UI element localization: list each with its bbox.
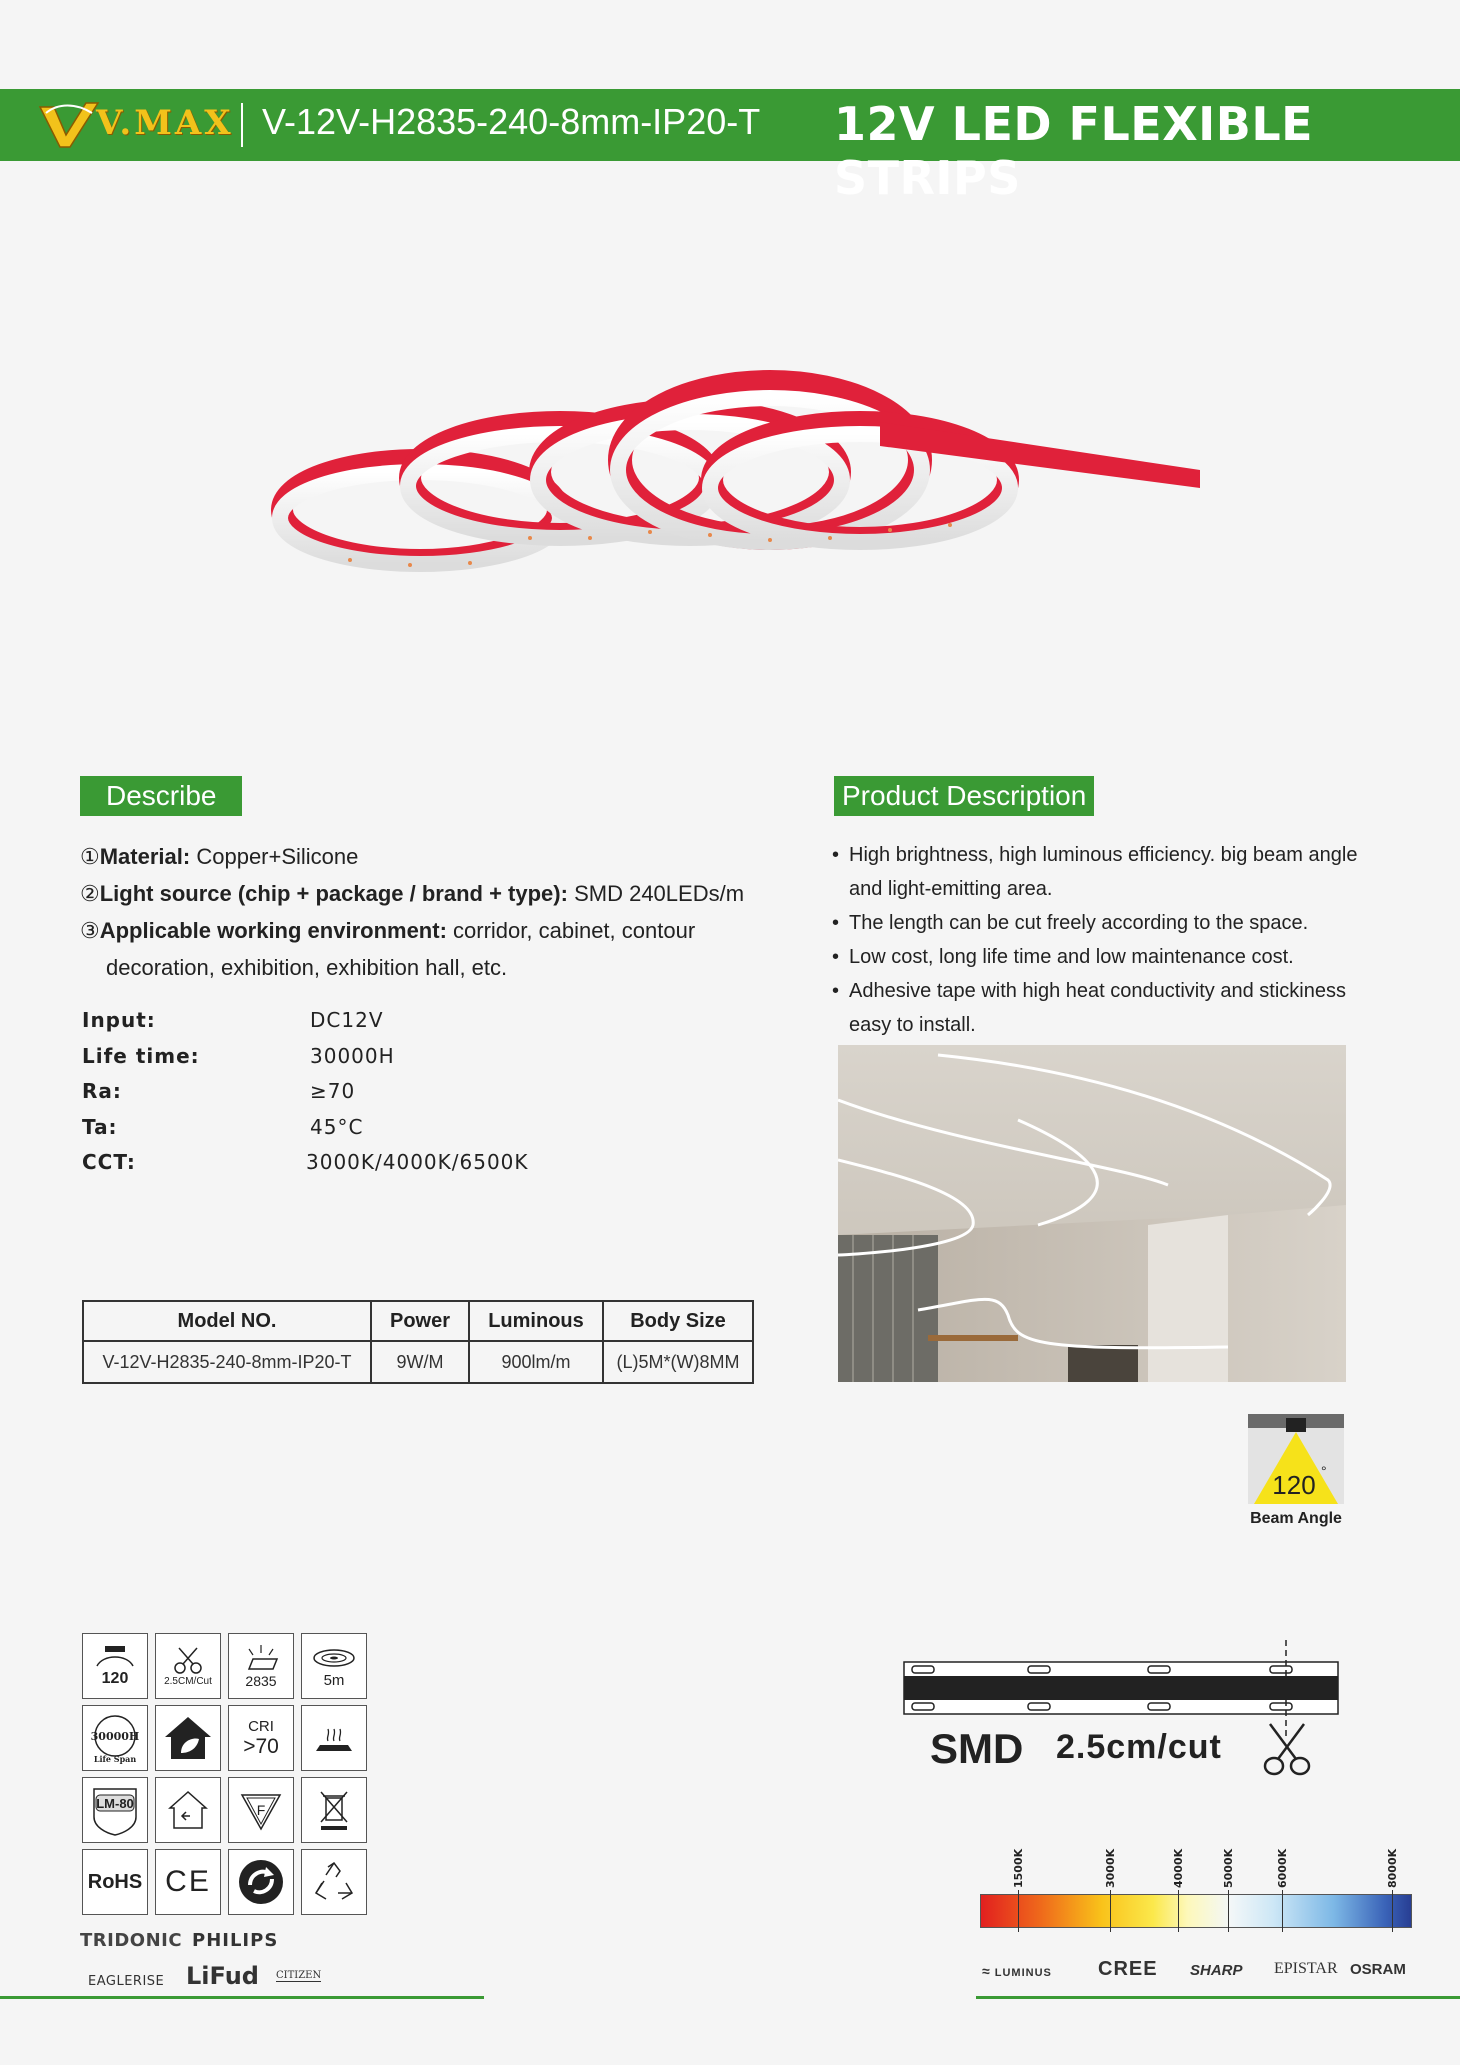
model-title: V-12V-H2835-240-8mm-IP20-T	[262, 101, 761, 142]
crossed-bin-icon	[317, 1788, 351, 1832]
sharp-logo: SHARP	[1190, 1962, 1243, 1979]
recyclable-feature-icon	[301, 1849, 367, 1915]
spec-list	[82, 1008, 529, 1186]
bullet-line: easy to install.	[849, 1014, 976, 1036]
cct-scale	[980, 1838, 1415, 1918]
item-label: Light source (chip + package / brand + type):	[99, 881, 568, 906]
product-description-heading: Product Description	[834, 776, 1094, 816]
lifud-logo: LiFud	[186, 1962, 259, 1990]
cct-label: 8000K	[1386, 1848, 1399, 1888]
product-description-list	[832, 838, 1412, 1042]
indoor-use-feature-icon	[155, 1777, 221, 1843]
bullet-line: • Adhesive tape with high heat conductivity and stickiness	[849, 980, 1346, 1002]
lm80-feature-icon	[82, 1777, 148, 1843]
table-row	[83, 1341, 753, 1383]
house-leaf-icon	[163, 1715, 213, 1761]
lifespan-label: Life Span	[93, 1754, 137, 1764]
bullet-line: • The length can be cut freely according to the space.	[849, 912, 1309, 934]
ce-label: CE	[165, 1865, 211, 1898]
osram-logo: OSRAM	[1350, 1961, 1406, 1978]
brand-logo	[36, 99, 234, 151]
cct-label: 1500K	[1012, 1848, 1025, 1888]
spec-label: Ra:	[82, 1079, 122, 1103]
header-divider	[241, 103, 243, 147]
table-cell: (L)5M*(W)8MM	[603, 1341, 753, 1383]
material-item	[80, 838, 780, 875]
table-cell: 900lm/m	[469, 1341, 603, 1383]
header-bar	[0, 89, 1460, 205]
spec-value: DC12V	[310, 1008, 384, 1032]
beam-angle-label: Beam Angle	[1250, 1510, 1342, 1527]
environment-continuation: decoration, exhibition, exhibition hall, etc.	[106, 955, 508, 980]
description-bullet	[832, 974, 1412, 1042]
spec-row-cct	[82, 1150, 529, 1186]
environment-item	[80, 912, 780, 949]
spec-label: Ta:	[82, 1114, 118, 1139]
weee-feature-icon	[301, 1777, 367, 1843]
cct-label: 3000K	[1104, 1848, 1117, 1888]
item-label: Applicable working environment:	[99, 918, 447, 943]
cct-label: 4000K	[1172, 1848, 1185, 1888]
item-number: ①	[80, 844, 100, 869]
f-mark-feature-icon	[228, 1777, 294, 1843]
smd-label: SMD	[930, 1725, 1024, 1772]
description-bullet	[832, 940, 1412, 974]
describe-heading: Describe	[80, 776, 242, 816]
recycle-arrow-icon	[236, 1857, 286, 1907]
scissors-icon	[1260, 1722, 1314, 1778]
application-room-image	[838, 1045, 1346, 1382]
scissors-icon	[171, 1646, 205, 1676]
table-header: Power	[371, 1301, 469, 1341]
table-header-row	[83, 1301, 753, 1341]
beam-angle-feature-icon	[82, 1633, 148, 1699]
epistar-logo: EPISTAR	[1274, 1960, 1338, 1977]
tridonic-logo: TRIDONIC	[80, 1930, 183, 1951]
f-mark-label: F	[256, 1802, 266, 1818]
chip-feature-icon	[228, 1633, 294, 1699]
f-mark-icon	[238, 1787, 284, 1833]
table-header: Body Size	[603, 1301, 753, 1341]
model-table	[82, 1300, 754, 1384]
citizen-logo: CITIZEN	[276, 1970, 322, 1981]
beam-angle-value: 120	[1272, 1470, 1316, 1500]
cct-label: 6000K	[1276, 1848, 1289, 1888]
icon-label: 2835	[245, 1673, 277, 1689]
cri-value: >70	[243, 1734, 279, 1758]
table-cell: 9W/M	[371, 1341, 469, 1383]
ce-feature-icon	[155, 1849, 221, 1915]
spec-row-input	[82, 1008, 529, 1044]
item-label: Material:	[99, 844, 191, 869]
cct-gradient-bar	[980, 1894, 1412, 1928]
item-number: ③	[80, 918, 100, 943]
heat-icon	[314, 1723, 354, 1753]
lamp-icon	[93, 1644, 137, 1670]
bullet-line: • Low cost, long life time and low maintenance cost.	[849, 946, 1294, 968]
lm80-shield-icon	[88, 1783, 142, 1837]
spec-row-ta	[82, 1115, 529, 1151]
cri-feature-icon	[228, 1705, 294, 1771]
cri-label: CRI	[248, 1717, 274, 1735]
footer-line-left	[0, 1996, 484, 1999]
bullet-line: and light-emitting area.	[849, 878, 1053, 900]
description-bullet	[832, 838, 1412, 906]
chip-brand-logos	[982, 1955, 1422, 1985]
lifespan-icon	[87, 1710, 143, 1766]
spec-label: CCT:	[82, 1150, 136, 1174]
cct-label: 5000K	[1222, 1848, 1235, 1888]
spec-label: Life time:	[82, 1043, 200, 1068]
item-value: Copper+Silicone	[196, 844, 359, 869]
luminus-text: LUMINUS	[994, 1967, 1052, 1979]
rohs-label: RoHS	[87, 1870, 143, 1893]
spec-label: Input:	[82, 1008, 156, 1032]
cct-tick	[1178, 1890, 1179, 1932]
cree-logo: CREE	[1098, 1958, 1158, 1980]
item-number: ②	[80, 881, 100, 906]
item-value: corridor, cabinet, contour	[453, 918, 696, 943]
recycle-circle-feature-icon	[228, 1849, 294, 1915]
brand-name: V.MAX	[96, 103, 234, 143]
spec-value: 3000K/4000K/6500K	[306, 1150, 529, 1174]
cut-length-label: 2.5cm/cut	[1056, 1728, 1222, 1766]
led-strip-product-image	[270, 360, 1210, 600]
table-cell: V-12V-H2835-240-8mm-IP20-T	[83, 1341, 371, 1383]
philips-logo: PHILIPS	[192, 1930, 279, 1951]
lifespan-value: 30000H	[90, 1730, 140, 1743]
spec-row-lifetime	[82, 1044, 529, 1080]
item-value: SMD 240LEDs/m	[574, 881, 745, 906]
cut-feature-icon	[155, 1633, 221, 1699]
cct-tick	[1392, 1890, 1393, 1932]
rohs-feature-icon	[82, 1849, 148, 1915]
reel-icon	[310, 1644, 358, 1672]
material-list	[80, 838, 780, 986]
eco-home-feature-icon	[155, 1705, 221, 1771]
indoor-house-icon	[166, 1788, 210, 1832]
beam-angle-degree: °	[1321, 1463, 1327, 1479]
recycle-triangle-icon	[312, 1861, 356, 1903]
light-source-item	[80, 875, 780, 912]
icon-label: 120	[101, 1670, 129, 1687]
cct-tick	[1110, 1890, 1111, 1932]
bullet-line: • High brightness, high luminous efficiency. big beam angle	[849, 844, 1358, 866]
icon-label: 2.5CM/Cut	[164, 1675, 212, 1687]
footer-line-right	[976, 1996, 1460, 1999]
luminus-logo: ≈ LUMINUS	[982, 1963, 1052, 1979]
eaglerise-logo: EAGLERISE	[88, 1974, 165, 1989]
table-header: Luminous	[469, 1301, 603, 1341]
spec-value: 45°C	[310, 1114, 364, 1139]
description-bullet	[832, 906, 1412, 940]
product-type: 12V LED FLEXIBLE STRIPS	[834, 97, 1314, 205]
length-feature-icon	[301, 1633, 367, 1699]
spec-row-ra	[82, 1079, 529, 1115]
table-header: Model NO.	[83, 1301, 371, 1341]
spec-value: ≥70	[310, 1079, 356, 1103]
lm80-label: LM-80	[96, 1796, 134, 1811]
spec-value: 30000H	[310, 1043, 395, 1068]
heat-dissipation-feature-icon	[301, 1705, 367, 1771]
cct-tick	[1228, 1890, 1229, 1932]
cct-tick	[1018, 1890, 1019, 1932]
chip-icon	[241, 1643, 281, 1673]
lifespan-feature-icon	[82, 1705, 148, 1771]
cct-tick	[1282, 1890, 1283, 1932]
icon-label: 5m	[323, 1671, 345, 1689]
